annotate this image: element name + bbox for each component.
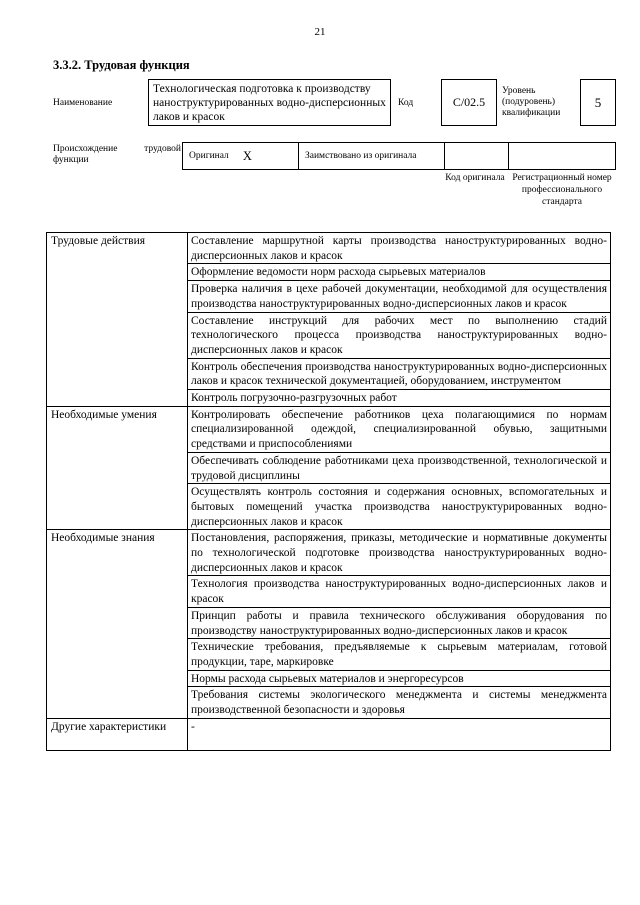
origin-label: Происхождение трудовой функции bbox=[53, 144, 181, 165]
table-row bbox=[47, 406, 611, 452]
table-cell: Контроль обеспечения производства наноструктурированных водно-дисперсионных лаков и красок технической документацией, оборудованием, инструментом bbox=[188, 358, 611, 389]
code-box bbox=[441, 79, 497, 126]
table-cell: - bbox=[188, 718, 611, 750]
name-label: Наименование bbox=[53, 98, 113, 108]
level-box bbox=[580, 79, 616, 126]
original-label: Оригинал bbox=[189, 151, 229, 161]
table-cell: Оформление ведомости норм расхода сырьевых материалов bbox=[188, 264, 611, 281]
other-label: Другие характеристики bbox=[47, 718, 188, 750]
section-title: 3.3.2. Трудовая функция bbox=[53, 58, 190, 72]
reg-caption: Регистрационный номер профессионального стандарта bbox=[512, 173, 612, 207]
table-cell: Обеспечивать соблюдение работниками цеха производственной, технологической и трудовой дисциплины bbox=[188, 452, 611, 483]
original-mark: X bbox=[242, 148, 252, 163]
table-row bbox=[47, 530, 611, 576]
knowledge-label: Необходимые знания bbox=[47, 530, 188, 718]
table-cell: Требования системы экологического менеджмента и системы менеджмента производственной безопасности и здоровья bbox=[188, 687, 611, 718]
borrowed-label: Заимствовано из оригинала bbox=[305, 151, 417, 161]
origin-row bbox=[182, 142, 616, 170]
function-name-box bbox=[148, 79, 391, 126]
table-cell: Осуществлять контроль состояния и содержания основных, вспомогательных и бытовых помещений участка производства наноструктурированных водно-дисперсионных лаков и красок bbox=[188, 484, 611, 530]
table-cell: Технология производства наноструктурированных водно-дисперсионных лаков и красок bbox=[188, 576, 611, 607]
table-cell: Проверка наличия в цехе рабочей документации, необходимой для осуществления производства наноструктурированных водно-дисперсионных лаков и красок bbox=[188, 281, 611, 312]
function-table bbox=[46, 232, 611, 751]
table-row bbox=[47, 233, 611, 264]
function-name-value: Технологическая подготовка к производству наноструктурированных водно-дисперсионных лаков и красок bbox=[153, 83, 386, 123]
code-label: Код bbox=[398, 98, 414, 108]
table-cell: Контролировать обеспечение работников цеха полагающимися по нормам специализированной одеждой, специализированной обувью, защитными средствами и приспособлениями bbox=[188, 406, 611, 452]
level-value: 5 bbox=[594, 94, 602, 110]
page-number: 21 bbox=[314, 26, 326, 38]
table-cell: Контроль погрузочно-разгрузочных работ bbox=[188, 390, 611, 407]
origin-original-cell bbox=[183, 143, 299, 169]
table-cell: Нормы расхода сырьевых материалов и энергоресурсов bbox=[188, 670, 611, 687]
table-cell: Технические требования, предъявляемые к сырьевым материалам, готовой продукции, таре, маркировке bbox=[188, 639, 611, 670]
level-label: Уровень (подуровень) квалификации bbox=[502, 86, 561, 118]
code-caption: Код оригинала bbox=[445, 173, 505, 183]
skills-label: Необходимые умения bbox=[47, 406, 188, 530]
table-cell: Составление инструкций для рабочих мест по выполнению стадий технологического процесса производства наноструктурированных водно-дисперсионных лаков и красок bbox=[188, 312, 611, 358]
origin-reg-cell bbox=[509, 143, 615, 169]
origin-code-cell bbox=[445, 143, 509, 169]
origin-borrowed-cell bbox=[299, 143, 445, 169]
table-cell: Принцип работы и правила технического обслуживания оборудования по производству наноструктурированных водно-дисперсионных лаков и красок bbox=[188, 607, 611, 638]
code-value: C/02.5 bbox=[452, 95, 486, 109]
table-row bbox=[47, 718, 611, 750]
table-cell: Постановления, распоряжения, приказы, методические и нормативные документы по технологической подготовке производства наноструктурированных водно-дисперсионных лаков и красок bbox=[188, 530, 611, 576]
labor-actions-label: Трудовые действия bbox=[47, 233, 188, 407]
table-cell: Составление маршрутной карты производства наноструктурированных водно-дисперсионных лаков и красок bbox=[188, 233, 611, 264]
